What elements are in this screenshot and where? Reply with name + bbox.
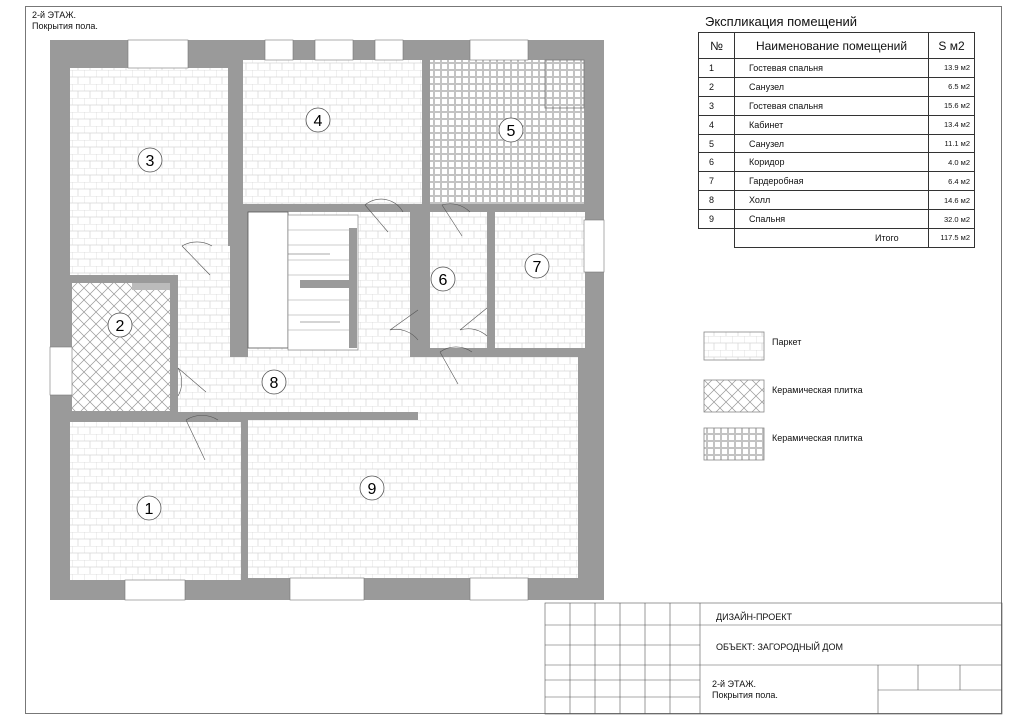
explication-name: Санузел: [735, 77, 929, 96]
room-label-2: 2: [115, 318, 125, 335]
room-label-5: 5: [506, 123, 516, 140]
explication-num: 7: [699, 172, 735, 191]
explication-num: 2: [699, 77, 735, 96]
table-row: [699, 59, 975, 78]
explication-area: 13.9 м2: [929, 59, 975, 78]
explication-name: Коридор: [735, 153, 929, 172]
table-row: [699, 191, 975, 210]
stamp-subtitle: Покрытия пола.: [712, 690, 778, 700]
explication-area: 15.6 м2: [929, 96, 975, 115]
room-label-7: 7: [532, 259, 542, 276]
table-row: [699, 172, 975, 191]
room-7-floor: [495, 212, 585, 348]
stamp-design: ДИЗАЙН-ПРОЕКТ: [716, 612, 792, 622]
explication-area: 6.5 м2: [929, 77, 975, 96]
explication-area: 14.6 м2: [929, 191, 975, 210]
explication-name: Гостевая спальня: [735, 59, 929, 78]
explication-table: [698, 32, 975, 248]
room-label-9: 9: [367, 481, 377, 498]
legend-label-diagonal-tile: Керамическая плитка: [772, 385, 863, 395]
legend-label-mosaic-tile: Керамическая плитка: [772, 433, 863, 443]
table-row: [699, 96, 975, 115]
legend-swatch-mosaic-tile: [704, 428, 764, 460]
explication-num: 4: [699, 115, 735, 134]
explication-name: Санузел: [735, 134, 929, 153]
room-2-fixture: [132, 283, 170, 290]
legend-swatch-diagonal-tile: [704, 380, 764, 412]
table-row: [699, 115, 975, 134]
total-row: [699, 229, 975, 248]
table-row: [699, 77, 975, 96]
stamp-object: ОБЪЕКТ: ЗАГОРОДНЫЙ ДОМ: [716, 642, 844, 652]
explication-area: 4.0 м2: [929, 153, 975, 172]
explication-num: 3: [699, 96, 735, 115]
room-label-4: 4: [313, 113, 323, 130]
legend-swatch-parquet: [704, 332, 764, 360]
total-area: 117.5 м2: [929, 229, 975, 248]
room-8-lower: [178, 357, 418, 412]
table-row: [699, 153, 975, 172]
col-area-header: S м2: [929, 33, 975, 59]
explication-name: Гардеробная: [735, 172, 929, 191]
col-name-header: Наименование помещений: [735, 33, 929, 59]
explication-area: 13.4 м2: [929, 115, 975, 134]
total-spacer: [699, 229, 735, 248]
explication-name: Холл: [735, 191, 929, 210]
room-label-3: 3: [145, 153, 155, 170]
stamp-floor: 2-й ЭТАЖ.: [712, 679, 757, 689]
explication-num: 9: [699, 210, 735, 229]
room-4-floor: [243, 60, 422, 204]
header-floor: 2-й ЭТАЖ.: [32, 10, 77, 20]
table-row: [699, 210, 975, 229]
room-2-floor: [72, 283, 170, 411]
explication-name: Гостевая спальня: [735, 96, 929, 115]
staircase: [248, 212, 358, 350]
room-5-shower: [545, 60, 584, 108]
explication-area: 32.0 м2: [929, 210, 975, 229]
wall-8-9: [246, 412, 418, 420]
explication-name: Кабинет: [735, 115, 929, 134]
explication-num: 1: [699, 59, 735, 78]
room-label-8: 8: [269, 375, 279, 392]
explication-num: 8: [699, 191, 735, 210]
table-row: [699, 134, 975, 153]
total-label: Итого: [735, 229, 929, 248]
header-subtitle: Покрытия пола.: [32, 21, 98, 31]
explication-title: Экспликация помещений: [705, 14, 858, 29]
room-label-6: 6: [438, 272, 448, 289]
explication-area: 11.1 м2: [929, 134, 975, 153]
explication-area: 6.4 м2: [929, 172, 975, 191]
col-num-header: №: [699, 33, 735, 59]
explication-name: Спальня: [735, 210, 929, 229]
room-label-1: 1: [144, 501, 154, 518]
legend-label-parquet: Паркет: [772, 337, 802, 347]
explication-num: 5: [699, 134, 735, 153]
explication-num: 6: [699, 153, 735, 172]
